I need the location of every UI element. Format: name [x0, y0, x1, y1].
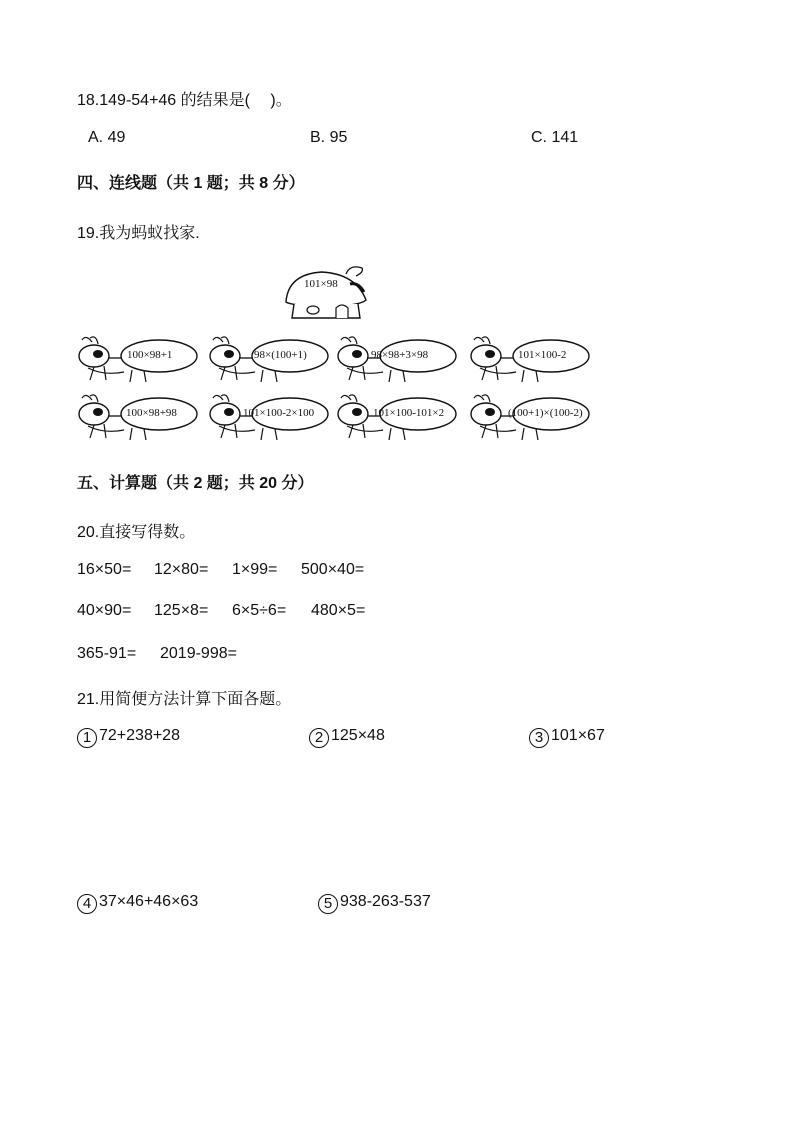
ant-label: 98×(100+1) [254, 349, 307, 361]
q21-expr: 37×46+46×63 [99, 893, 199, 910]
circled-number: 5 [318, 894, 338, 914]
q20-expr: 365-91= [77, 645, 137, 662]
q21-item-4 [77, 893, 198, 914]
q21-stem: 21.用简便方法计算下面各题。 [77, 691, 292, 708]
mushroom-house[interactable] [280, 262, 375, 322]
q18-option-c[interactable]: C. 141 [531, 129, 579, 146]
q21-item-1 [77, 727, 180, 748]
q19-stem: 19.我为蚂蚁找家. [77, 225, 200, 242]
section4-heading: 四、连线题（共 1 题；共 8 分） [77, 175, 305, 192]
q20-expr: 500×40= [301, 561, 365, 578]
ant-row-2 [74, 392, 604, 444]
circled-number: 1 [77, 728, 97, 748]
house-label: 101×98 [304, 278, 338, 290]
q20-stem: 20.直接写得数。 [77, 524, 196, 541]
q21-expr: 101×67 [551, 727, 605, 744]
ant-label: 98×98+3×98 [371, 349, 429, 361]
ant-row-1 [74, 334, 594, 386]
q20-expr: 480×5= [311, 602, 366, 619]
q18-option-b[interactable]: B. 95 [310, 129, 348, 146]
q18-option-a[interactable]: A. 49 [88, 129, 126, 146]
ant-label: 101×100-2×100 [243, 407, 315, 419]
q20-expr: 12×80= [154, 561, 209, 578]
ant-card-6[interactable] [205, 392, 330, 444]
circled-number: 3 [529, 728, 549, 748]
q21-expr: 938-263-537 [340, 893, 431, 910]
ant-label: 100×98+1 [127, 349, 173, 361]
q20-expr: 1×99= [232, 561, 278, 578]
q21-item-3 [529, 727, 605, 748]
q20-expr: 125×8= [154, 602, 209, 619]
ant-card-3[interactable] [333, 334, 458, 386]
q20-expr: 2019-998= [160, 645, 237, 662]
ant-card-2[interactable] [205, 334, 330, 386]
mushroom-house-icon [280, 262, 375, 322]
section5-heading: 五、计算题（共 2 题；共 20 分） [77, 475, 314, 492]
circled-number: 2 [309, 728, 329, 748]
q21-item-5 [318, 893, 431, 914]
ant-card-7[interactable] [333, 392, 463, 444]
q18-stem: 18.149-54+46 的结果是( )。 [77, 92, 292, 109]
ant-label: 100×98+98 [126, 407, 177, 419]
ant-card-8[interactable] [466, 392, 601, 444]
q21-expr: 125×48 [331, 727, 385, 744]
ant-label: 101×100-101×2 [373, 407, 445, 419]
ant-card-1[interactable] [74, 334, 199, 386]
ant-card-4[interactable] [466, 334, 591, 386]
circled-number: 4 [77, 894, 97, 914]
q20-expr: 6×5÷6= [232, 602, 287, 619]
ant-label: (100+1)×(100-2) [508, 407, 583, 419]
ant-label: 101×100-2 [518, 349, 567, 361]
ant-card-5[interactable] [74, 392, 199, 444]
q21-item-2 [309, 727, 385, 748]
q20-expr: 16×50= [77, 561, 132, 578]
q21-expr: 72+238+28 [99, 727, 180, 744]
q20-expr: 40×90= [77, 602, 132, 619]
